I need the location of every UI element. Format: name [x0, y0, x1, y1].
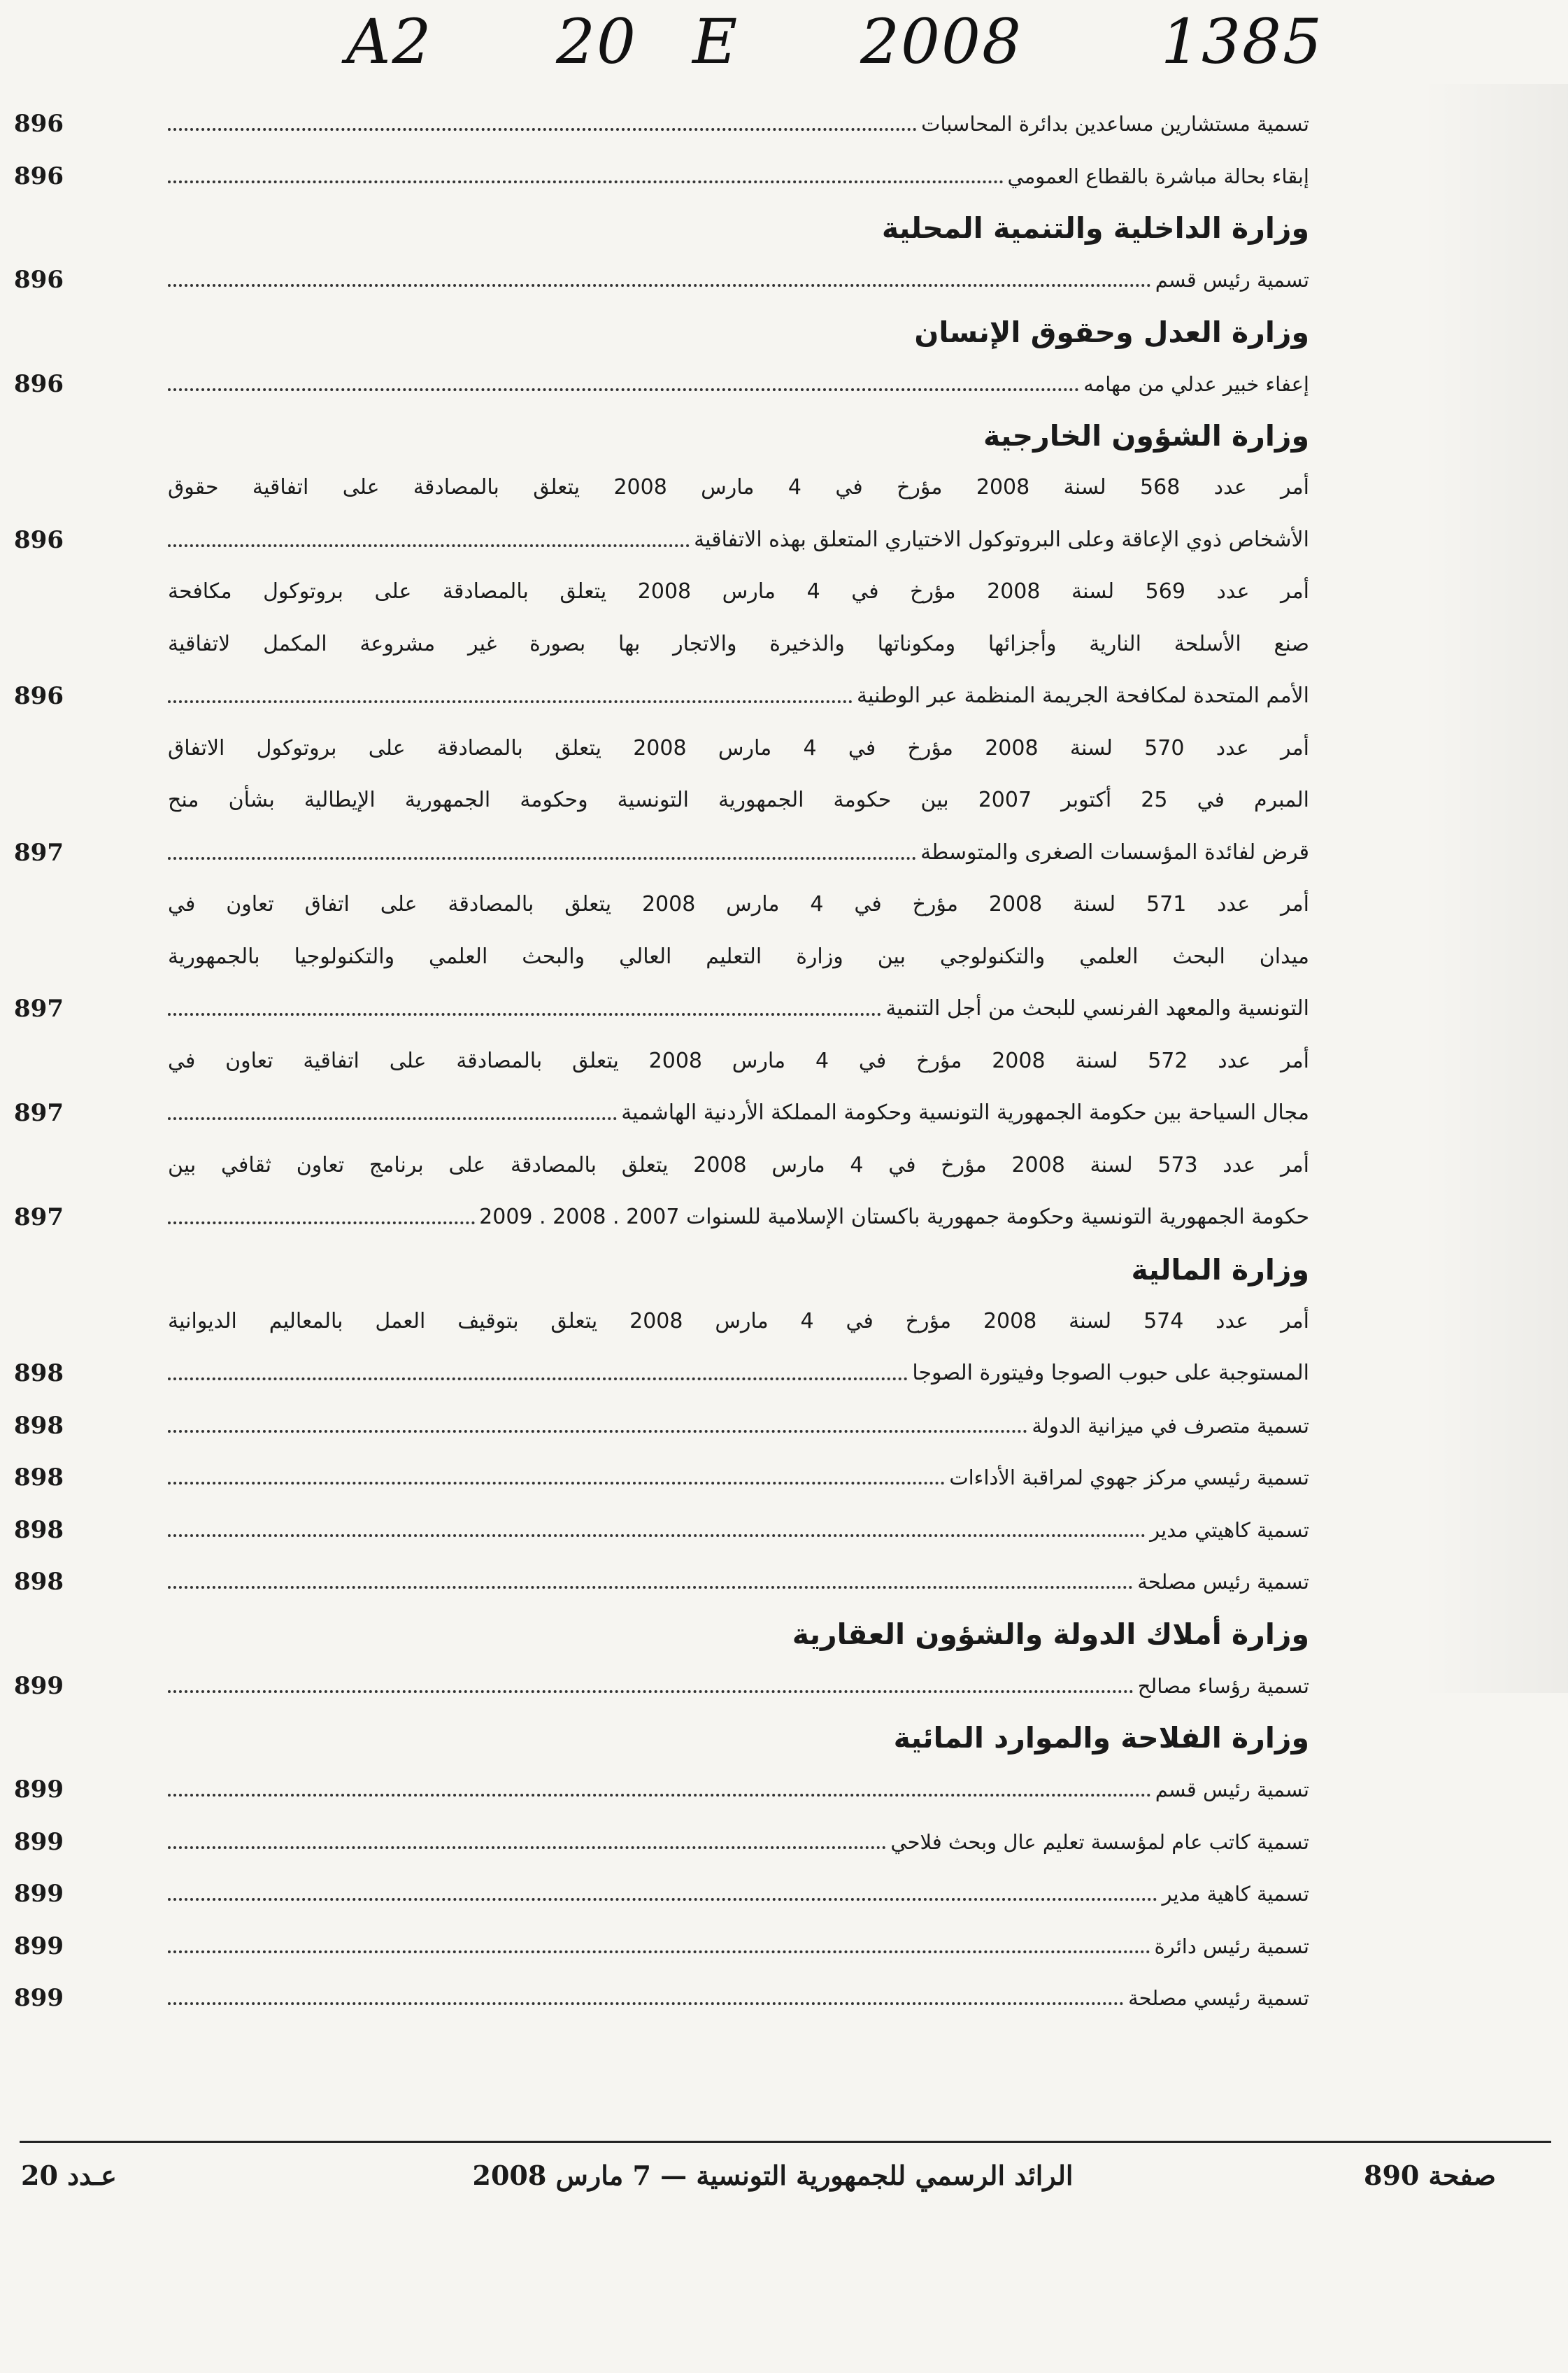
entry-text: صنع الأسلحة النارية وأجزائها ومكوناتها والذخيرة والاتجار بها بصورة غير مشروعة المكمل لاتفاقية	[168, 631, 1309, 656]
dot-leader	[168, 700, 853, 703]
dot-leader	[168, 1794, 1151, 1797]
handwritten-note: 20	[556, 6, 637, 78]
entry-text: تسمية رئيس دائرة	[1154, 1934, 1309, 1958]
dot-leader	[168, 1898, 1157, 1901]
ministry-heading: وزارة الفلاحة والموارد المائية	[893, 1721, 1309, 1755]
entry-text: تسمية رئيس قسم	[1155, 268, 1309, 292]
toc-entry	[14, 1660, 1309, 1713]
entry-text: تسمية رئيسي مركز جهوي لمراقبة الأداءات	[949, 1466, 1309, 1489]
decree-entry	[14, 879, 1309, 1035]
decree-entry	[14, 1296, 1310, 1400]
decree-entry	[14, 1035, 1310, 1140]
toc-entry	[14, 150, 1309, 203]
dot-leader	[168, 544, 690, 547]
page-number-label: صفحة 890	[1364, 2160, 1496, 2191]
toc-entry	[14, 1816, 1309, 1869]
entry-text: تسمية كاتب عام لمؤسسة تعليم عال وبحث فلاحي	[890, 1829, 1309, 1854]
page-reference: 897	[14, 838, 64, 867]
dot-leader	[168, 1377, 908, 1380]
entry-text: الأمم المتحدة لمكافحة الجريمة المنظمة عبر الوطنية	[856, 683, 1309, 708]
page-reference: 897	[14, 1099, 64, 1127]
entry-text: تسمية رئيس قسم	[1155, 1778, 1309, 1801]
toc-entry	[14, 1920, 1309, 1973]
page-reference: 899	[14, 1984, 64, 2012]
ministry-heading: وزارة الداخلية والتنمية المحلية	[881, 211, 1309, 245]
ministry-heading: وزارة العدل وحقوق الإنسان	[914, 315, 1309, 349]
page-reference: 896	[14, 682, 64, 710]
handwritten-note: 2008	[860, 6, 1022, 78]
dot-leader	[168, 1430, 1027, 1433]
page-reference: 899	[14, 1776, 64, 1804]
ministry-heading: وزارة أملاك الدولة والشؤون العقارية	[792, 1617, 1309, 1651]
table-of-contents	[14, 98, 1310, 2025]
toc-entry	[14, 98, 1309, 150]
journal-title: الرائد الرسمي للجمهورية التونسية — 7 مارس 2008	[472, 2160, 1074, 2191]
decree-entry	[14, 1140, 1310, 1244]
dot-leader	[168, 1690, 1134, 1693]
entry-text: أمر عدد 569 لسنة 2008 مؤرخ في 4 مارس 2008 يتعلق بالمصادقة على بروتوكول مكافحة	[168, 579, 1310, 604]
dot-leader	[168, 1013, 881, 1016]
toc-entry	[14, 1868, 1309, 1920]
toc-entry	[14, 358, 1309, 411]
entry-text: أمر عدد 570 لسنة 2008 مؤرخ في 4 مارس 2008 يتعلق بالمصادقة على بروتوكول الاتفاق	[168, 735, 1310, 760]
toc-entry	[14, 1556, 1309, 1608]
toc-entry	[14, 254, 1309, 306]
issue-number: عـدد 20	[21, 2160, 117, 2191]
decree-entry	[14, 462, 1310, 566]
page-reference: 896	[14, 110, 64, 138]
dot-leader	[168, 1117, 617, 1120]
page-reference: 898	[14, 1464, 64, 1492]
dot-leader	[168, 1950, 1150, 1953]
dot-leader	[168, 1586, 1133, 1589]
entry-text: ميدان البحث العلمي والتكنولوجي بين وزارة التعليم العالي والبحث العلمي والتكنولوجيا بالجمهورية	[168, 944, 1309, 969]
entry-text: أمر عدد 568 لسنة 2008 مؤرخ في 4 مارس 2008 يتعلق بالمصادقة على اتفاقية حقوق	[168, 475, 1310, 500]
dot-leader	[168, 284, 1151, 287]
entry-text: حكومة الجمهورية التونسية وحكومة جمهورية باكستان الإسلامية للسنوات 2007 . 2008 . 2009	[479, 1205, 1309, 1229]
entry-text: قرض لفائدة المؤسسات الصغرى والمتوسطة	[920, 840, 1309, 865]
page-reference: 898	[14, 1515, 64, 1544]
handwritten-annotations	[0, 6, 1568, 83]
entry-text: تسمية رئيسي مصلحة	[1128, 1986, 1309, 2010]
page-reference: 897	[14, 1203, 64, 1231]
entry-text: التونسية والمعهد الفرنسي للبحث من أجل التنمية	[885, 996, 1309, 1021]
dot-leader	[168, 128, 917, 131]
page-reference: 898	[14, 1411, 64, 1440]
handwritten-note: 1385	[1161, 6, 1323, 78]
page-reference: 896	[14, 162, 64, 190]
page-reference: 896	[14, 369, 64, 398]
toc-entry	[14, 1972, 1309, 2025]
dot-leader	[168, 1482, 945, 1485]
entry-text: أمر عدد 571 لسنة 2008 مؤرخ في 4 مارس 2008 يتعلق بالمصادقة على اتفاق تعاون في	[168, 892, 1309, 916]
entry-text: تسمية رئيس مصلحة	[1137, 1570, 1309, 1594]
page-reference: 896	[14, 266, 64, 294]
dot-leader	[168, 1534, 1146, 1537]
entry-text: مجال السياحة بين حكومة الجمهورية التونسية وحكومة المملكة الأردنية الهاشمية	[621, 1100, 1309, 1125]
entry-text: تسمية كاهية مدير	[1162, 1882, 1309, 1906]
page-reference: 898	[14, 1568, 64, 1596]
toc-entry	[14, 1504, 1309, 1557]
dot-leader	[168, 388, 1079, 391]
dot-leader	[168, 180, 1004, 183]
decree-entry	[14, 566, 1310, 723]
ministry-heading: وزارة المالية	[1131, 1252, 1309, 1287]
handwritten-note: E	[692, 6, 739, 78]
toc-entry	[14, 1452, 1309, 1504]
dot-leader	[168, 1221, 475, 1224]
toc-entry	[14, 1400, 1309, 1452]
entry-text: أمر عدد 572 لسنة 2008 مؤرخ في 4 مارس 2008 يتعلق بالمصادقة على اتفاقية تعاون في	[168, 1048, 1310, 1073]
entry-text: تسمية رؤساء مصالح	[1137, 1673, 1309, 1698]
page-reference: 899	[14, 1827, 64, 1856]
dot-leader	[168, 1846, 886, 1849]
entry-text: أمر عدد 574 لسنة 2008 مؤرخ في 4 مارس 2008 يتعلق بتوقيف العمل بالمعاليم الديوانية	[168, 1308, 1310, 1333]
footer-rule	[20, 2141, 1551, 2143]
page-reference: 899	[14, 1671, 64, 1700]
page-reference: 899	[14, 1880, 64, 1908]
toc-entry	[14, 1764, 1309, 1816]
entry-text: إعفاء خبير عدلي من مهامه	[1083, 371, 1309, 396]
entry-text: إبقاء بحالة مباشرة بالقطاع العمومي	[1007, 164, 1309, 188]
scan-bleed-through	[1421, 84, 1568, 1693]
dot-leader	[168, 857, 916, 860]
entry-text: أمر عدد 573 لسنة 2008 مؤرخ في 4 مارس 2008 يتعلق بالمصادقة على برنامج تعاون ثقافي بين	[168, 1152, 1310, 1177]
ministry-heading: وزارة الشؤون الخارجية	[983, 419, 1309, 453]
entry-text: تسمية متصرف في ميزانية الدولة	[1032, 1413, 1309, 1438]
decree-entry	[14, 723, 1310, 879]
handwritten-note: A2	[346, 6, 433, 78]
dot-leader	[168, 2002, 1124, 2005]
entry-text: تسمية كاهيتي مدير	[1150, 1517, 1309, 1542]
page-reference: 897	[14, 995, 64, 1023]
entry-text: الأشخاص ذوي الإعاقة وعلى البروتوكول الاختياري المتعلق بهذه الاتفاقية	[694, 527, 1309, 552]
page-reference: 898	[14, 1359, 64, 1387]
entry-text: تسمية مستشارين مساعدين بدائرة المحاسبات	[921, 112, 1309, 136]
page-reference: 899	[14, 1932, 64, 1960]
entry-text: المبرم في 25 أكتوبر 2007 بين حكومة الجمهورية التونسية وحكومة الجمهورية الإيطالية بشأن منح	[168, 788, 1309, 812]
entry-text: المستوجبة على حبوب الصوجا وفيتورة الصوجا	[912, 1361, 1309, 1385]
page-reference: 896	[14, 525, 64, 554]
